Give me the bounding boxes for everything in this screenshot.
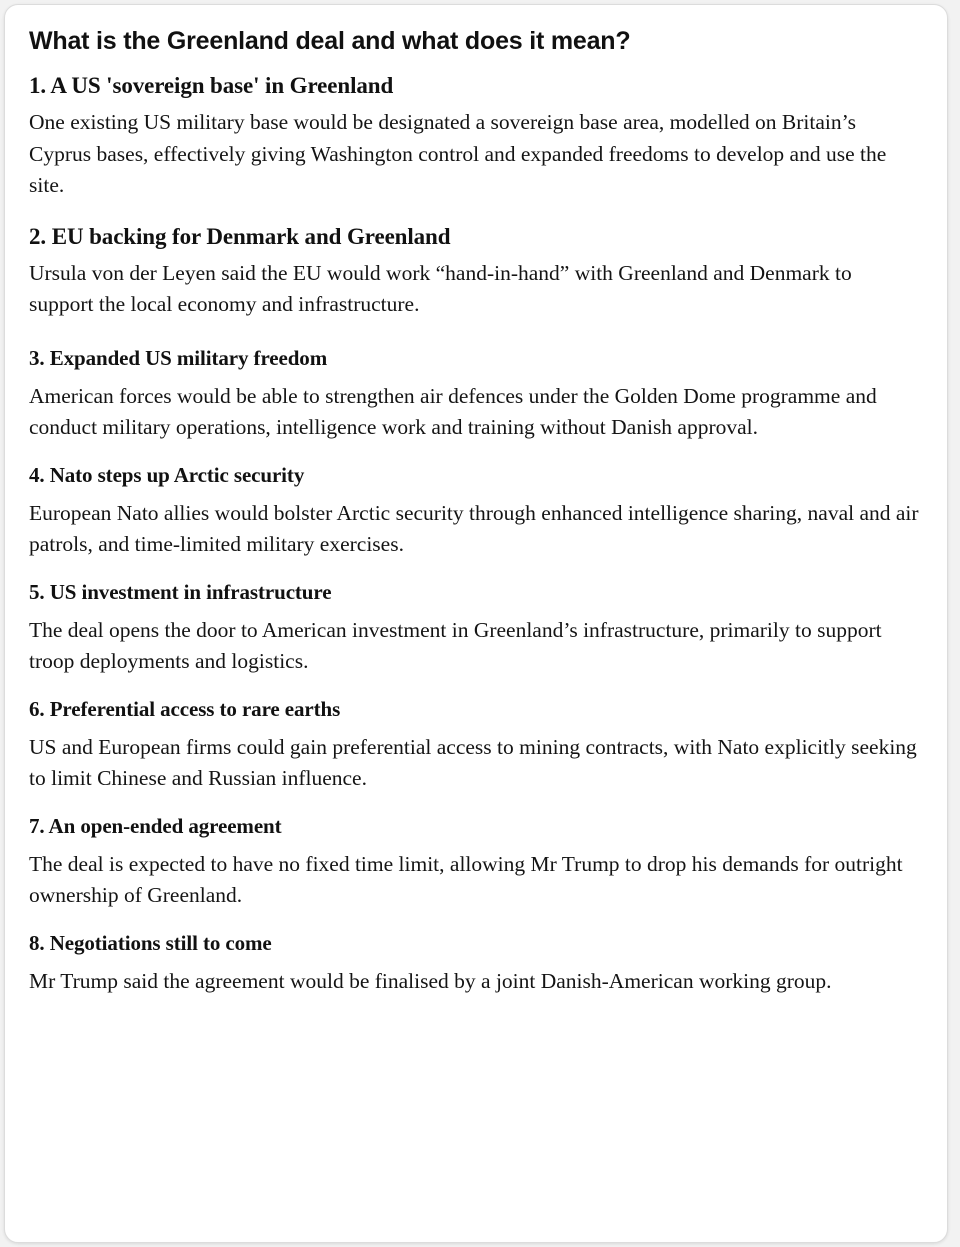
section-2 (25, 222, 919, 321)
section-4-heading: 4. Nato steps up Arctic security (29, 462, 305, 487)
section-1 (25, 71, 919, 202)
section-1-heading: 1. A US 'sovereign base' in Greenland (29, 73, 394, 98)
section-5-body: The deal opens the door to American investment in Greenland’s infrastructure, primarily to support troop deployments and logistics. (29, 617, 882, 673)
section-4 (25, 460, 919, 561)
section-5-heading: 5. US investment in infrastructure (29, 579, 332, 604)
section-5 (25, 577, 919, 678)
article-card (4, 4, 948, 1243)
section-6 (25, 694, 919, 795)
section-3-body: American forces would be able to strengthen air defences under the Golden Dome programme and conduct military operations, intelligence work and training without Danish approval. (29, 383, 877, 439)
section-4-body: European Nato allies would bolster Arctic security through enhanced intelligence sharing, naval and air patrols, and time-limited military exercises. (29, 500, 919, 556)
page-title: What is the Greenland deal and what does it mean? (29, 27, 631, 55)
section-6-body: US and European firms could gain preferential access to mining contracts, with Nato explicitly seeking to limit Chinese and Russian influence. (29, 734, 917, 790)
section-8 (25, 928, 919, 998)
section-7-heading: 7. An open-ended agreement (29, 813, 282, 838)
section-7-body: The deal is expected to have no fixed time limit, allowing Mr Trump to drop his demands for outright ownership of Greenland. (29, 851, 903, 907)
section-8-heading: 8. Negotiations still to come (29, 930, 272, 955)
section-3 (25, 343, 919, 444)
section-2-body: Ursula von der Leyen said the EU would work “hand-in-hand” with Greenland and Denmark to support the local economy and infrastructure. (29, 260, 852, 316)
section-6-heading: 6. Preferential access to rare earths (29, 696, 341, 721)
section-7 (25, 811, 919, 912)
section-1-body: One existing US military base would be designated a sovereign base area, modelled on Britain’s Cyprus bases, effectively giving Washington control and expanded freedoms to develop and use the site. (29, 110, 887, 197)
section-8-body: Mr Trump said the agreement would be finalised by a joint Danish-American working group. (29, 968, 832, 993)
article-content (5, 5, 947, 997)
section-2-heading: 2. EU backing for Denmark and Greenland (29, 223, 451, 249)
section-3-heading: 3. Expanded US military freedom (29, 345, 328, 370)
